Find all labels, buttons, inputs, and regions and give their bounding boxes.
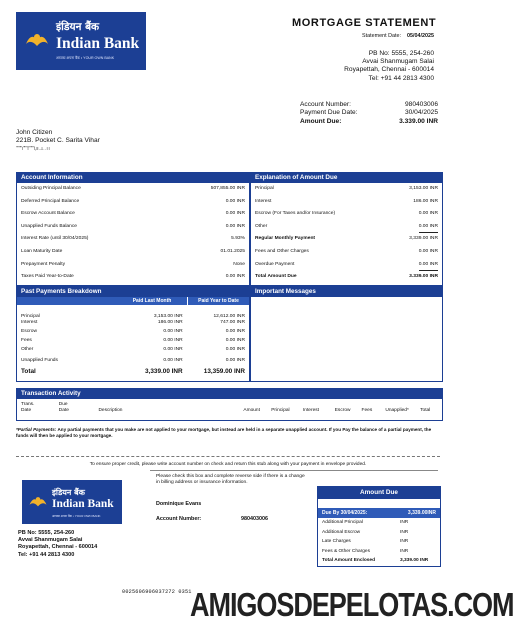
bank-address-line: Royapettah, Chennai - 600014 [344,66,434,74]
transaction-activity-heading: Transaction Activity [17,389,442,399]
customer-address-line: 221B. Pocket C. Sarita Vihar [16,137,100,144]
row-label: Other [255,223,268,229]
statement-date-value: 05/04/2025 [407,33,434,39]
bank-name-english: Indian Bank [56,35,140,52]
bank-name-hindi: इंडियन बैंक [52,488,85,497]
payment-due-label: Payment Due Date: [300,109,358,117]
account-number-label: Account Number: [300,101,351,108]
col-escrow: Escrow [334,407,351,413]
bank-address-line: Tel: +91 44 2813 4300 [368,74,434,82]
row-value: 3,339.00 INR [400,558,429,564]
col-unapplied: Unapplied* [385,407,409,413]
statement-date-label: Statement Date: [362,33,402,39]
row-label: Other [21,347,34,353]
bank-address-line: Avvai Shanmugam Salai [362,58,434,66]
stub-account-label: Account Number: [156,516,202,522]
col-fees: Fees [361,407,373,413]
col-trans-date [21,402,59,413]
row-value: 507,855.00 INR [210,186,245,191]
row-ytd: 0.00 INR [225,338,245,344]
row-last: 0.00 INR [163,338,183,344]
row-value: 5.93% [231,236,245,242]
row-label: Prepayment Penalty [21,261,66,267]
col-line: Date [21,407,32,413]
bank-logo-mark-icon [24,30,50,52]
row-value: 01.01.2025 [220,248,245,254]
row-label: Overdue Payment [255,261,295,267]
row-last: 0.00 INR [163,329,183,335]
row-value: 0.00 INR [418,248,438,254]
row-label: Unapplied Funds Balance [21,223,78,229]
account-info-row [17,221,249,234]
past-payments-panel [16,286,250,382]
col-line: Trans. [21,402,35,407]
row-label: Loan Maturity Date [21,248,63,254]
important-messages-heading: Important Messages [251,287,442,297]
explanation-heading: Explanation of Amount Due [251,173,442,183]
col-paid-last-month: Paid Last Month [132,298,172,304]
due-by-row [318,508,440,518]
account-number-row [300,101,438,109]
row-value: 3,339.00 INR [409,236,438,242]
row-value: 0.00 INR [225,198,245,204]
amount-due-box [317,486,441,567]
row-label: Unapplied Funds [21,358,58,364]
stub-bank-address [18,530,97,559]
row-label: Total Amount Enclosed [322,558,376,564]
stub-customer-name: Dominique Evans [156,501,202,507]
total-last: 3,339.00 INR [145,367,183,375]
bank-tagline: आपका अपना बैंक • YOUR OWN BANK [56,56,115,60]
stub-account-number [156,516,268,522]
stub-divider [150,470,438,471]
past-payment-row [17,318,249,327]
bank-name-hindi: इंडियन बैंक [56,21,100,33]
past-payment-row [17,345,249,354]
account-summary [300,101,438,126]
col-interest: Interest [302,407,319,413]
past-payments-heading: Past Payments Breakdown [17,287,249,297]
bank-address-line: Tel: +91 44 2813 4300 [18,551,75,558]
row-value: 0.00 INR [418,211,438,217]
tear-line [16,456,440,457]
account-info-row [17,246,249,259]
row-label: Interest [255,198,272,204]
important-messages-panel [250,286,443,382]
bank-logo [16,12,146,70]
amount-due-row [300,118,438,126]
statement-title: MORTGAGE STATEMENT [292,17,437,29]
account-info-row [17,208,249,221]
stub-bank-logo [22,480,122,524]
micr-line: 0025606906037272 0351 [122,589,192,595]
row-label: Escrow Account Balance [21,211,75,217]
explanation-row [251,196,442,209]
col-principal: Principal [271,407,290,413]
account-info-row [17,183,249,196]
row-last: 0.00 INR [163,347,183,353]
amount-due-row[interactable] [318,528,440,538]
bank-address-line: Royapettah, Chennai - 600014 [18,544,98,551]
row-value: INR [400,539,409,545]
explanation-row [251,246,442,259]
col-due-date [59,402,99,413]
due-by-label: Due By 30/04/2025: [322,510,368,516]
bank-address-line: Avvai Shanmugam Salai [18,537,83,544]
row-label: Late Charges [322,539,351,545]
stub-instruction: To ensure proper credit, please write account number on check and return this stub along with your payment in envelope provided. [89,462,367,467]
row-label: Deferred Principal Balance [21,198,80,204]
account-information-panel [16,172,250,286]
total-label: Total [21,367,36,375]
row-ytd: 0.00 INR [225,358,245,364]
row-value: 0.00 INR [419,221,438,234]
row-value: INR [400,529,409,535]
row-value: None [233,261,245,267]
total-ytd: 13,359.00 INR [203,367,245,375]
bank-address-line: PB No: 5555, 254-260 [18,530,75,536]
payment-due-value: 30/04/2025 [404,109,438,117]
row-value: INR [400,548,409,554]
amount-due-value: 3.339.00 INR [399,117,438,125]
row-last: 0.00 INR [163,358,183,364]
row-label: Taxes Paid Year-to-Date [21,274,74,280]
account-info-row [17,259,249,272]
col-description: Description [98,407,123,413]
explanation-row [251,259,442,272]
account-info-row [17,233,249,246]
partial-payments-text: Any partial payments that you make are not applied to your mortgage, but instead are held in a separate unapplied account. If you Pay the balance of a partial payment, the funds will then be applied to your mortgage. [16,427,432,438]
row-label: Principal [21,314,40,319]
row-ytd: 12,612.00 INR [213,314,245,319]
customer-name: John Citizen [16,129,53,136]
bank-tagline: आपका अपना बैंक • YOUR OWN BANK [52,514,101,518]
amount-due-box-heading: Amount Due [318,487,440,499]
payment-due-row [300,109,438,117]
account-info-row [17,196,249,209]
bank-logo-mark-icon [28,494,48,511]
row-label: Additional Escrow [322,529,361,535]
explanation-row [251,208,442,221]
bank-address [344,50,434,83]
explanation-panel [250,172,443,286]
col-paid-year-to-date: Paid Year to Date [187,297,249,305]
account-number-value: 980403006 [404,101,438,108]
explanation-row [251,233,442,246]
explanation-row [251,183,442,196]
past-payments-column-headers [17,297,249,305]
row-value: 186.00 INR [413,198,438,204]
bank-address-line: PB No: 5555, 254-260 [368,50,434,57]
amount-due-row[interactable] [318,518,440,528]
row-value: 0.00 INR [225,274,245,280]
past-payment-row [17,327,249,336]
row-value: 3,153.00 INR [409,186,438,191]
row-value: 0.00 INR [225,211,245,217]
partial-payments-note [16,427,440,439]
watermark: AMIGOSDEPELOTAS.COM [190,586,514,623]
row-label: Fees and Other Charges [255,248,309,254]
customer-address-line-2: """"ı"""ı""""ı,ıı ..ı. . ı ı [16,146,50,152]
transaction-activity-panel [16,388,443,421]
amount-due-total-row[interactable] [318,556,440,566]
row-value: 0.00 INR [225,223,245,229]
col-total: Total [420,407,431,413]
row-ytd: 0.00 INR [225,347,245,353]
account-information-heading: Account Information [17,173,249,183]
row-label: Fees & Other Charges [322,548,370,554]
stub-account-value: 980403006 [241,516,268,522]
row-label: Escrow (For Taxes and/or Insurance) [255,211,336,217]
row-value: 3.339.00 INR [409,274,438,280]
partial-payments-label: *Partial Payments: [16,427,57,432]
past-payment-row [17,336,249,345]
past-payment-row [17,356,249,365]
col-amount: Amount [243,407,260,413]
col-line: Date [58,407,69,413]
row-label: Additional Principal [322,520,363,525]
past-payments-total-row [17,366,249,377]
row-label: Interest [21,320,38,326]
account-info-row [17,271,249,284]
row-label: Outsiding Principal Balance [21,186,81,191]
row-value: INR [400,520,409,525]
row-last: 3,153.00 INR [153,314,183,319]
amount-due-row[interactable] [318,547,440,557]
row-ytd: 0.00 INR [225,329,245,335]
transaction-columns [17,399,442,413]
row-label: Principal [255,186,274,191]
row-last: 186.00 INR [157,320,183,326]
row-value: 0.00 INR [419,259,438,272]
explanation-row [251,271,442,284]
row-label: Fees [21,338,32,344]
col-line: Due [58,402,68,407]
amount-due-label: Amount Due: [300,117,342,125]
address-change-checkbox-text[interactable]: Please check this box and complete reverse side if there is a change in billing address or insurance information. [156,474,305,486]
bank-name-english: Indian Bank [52,498,114,510]
statement-date [362,33,434,39]
row-label: Escrow [21,329,38,335]
amount-due-row[interactable] [318,537,440,547]
explanation-row [251,221,442,234]
row-label: Total Amount Due [255,274,297,280]
customer-address [16,129,100,153]
row-ytd: 747.00 INR [220,320,245,326]
row-label: Regular Monthly Payment [255,236,316,242]
row-label: Interest Rate (until 30/04/2025) [21,236,89,242]
due-by-value: 3,339.00INR [407,510,436,516]
